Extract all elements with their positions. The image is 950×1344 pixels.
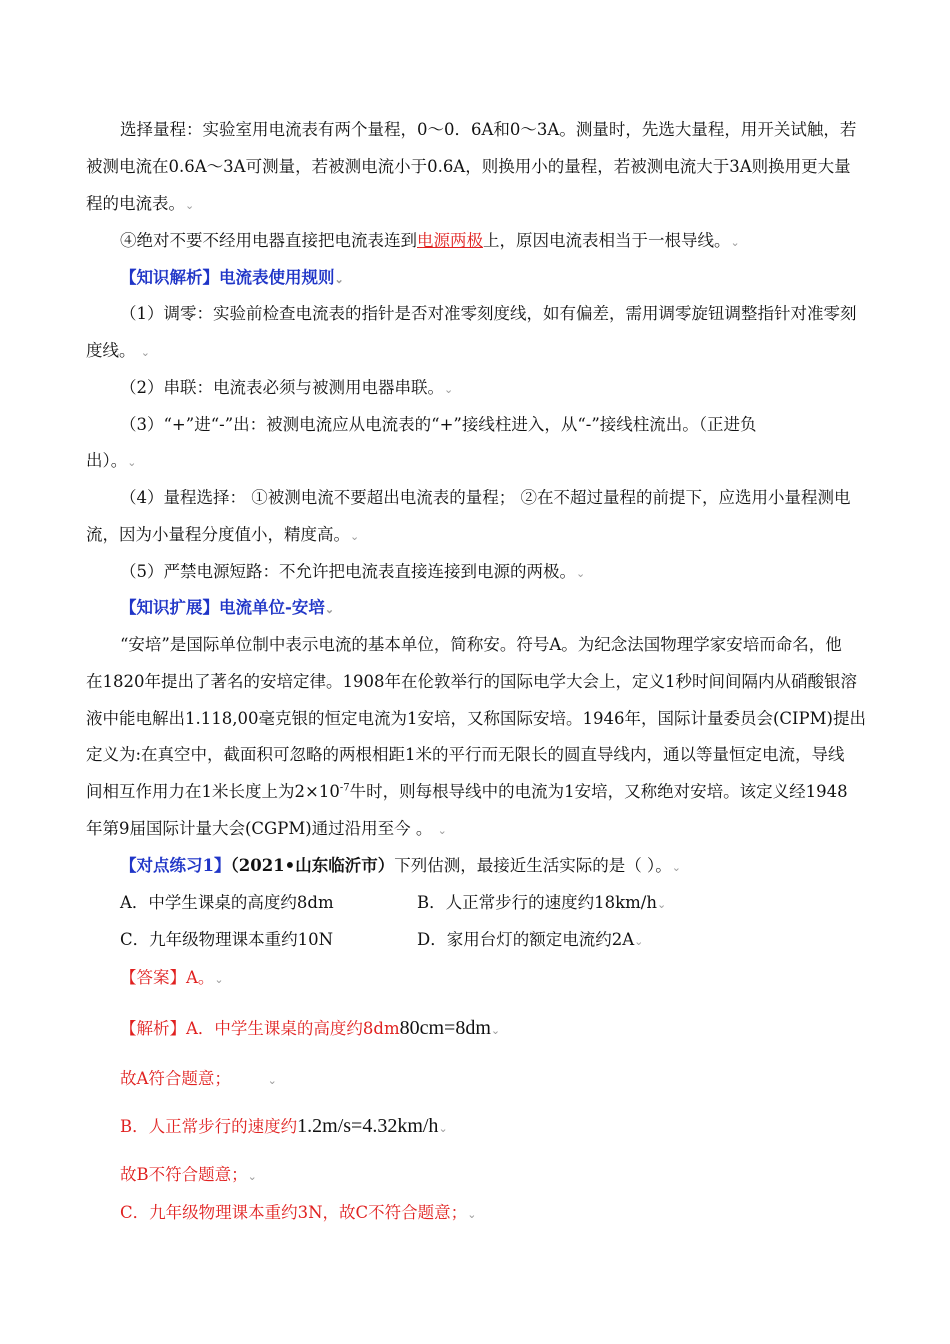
option-a: A．中学生课桌的高度约8dm (120, 893, 334, 912)
extension-line: 定义为:在真空中，截面积可忽略的两根相距1米的平行而无限长的圆直导线内，通以等量恒定电流，导线 (86, 745, 845, 764)
exercise-question: 【对点练习1】（2021•山东临沂市）下列估测，最接近生活实际的是（ ）。⌄ (120, 856, 681, 875)
answer: 【答案】A。⌄ (120, 968, 224, 987)
extension-line: 间相互作用力在1米长度上为$2\times 10^{-7}$牛时，则每根导线中的电流为1安培，又称绝对安培。该定义经1948 (86, 782, 848, 801)
rule-line: 度线。 ⌄ (86, 341, 150, 360)
rule-line: （2）串联：电流表必须与被测用电器串联。⌄ (120, 378, 454, 397)
rule-line: （1）调零：实验前检查电流表的指针是否对准零刻度线，如有偏差，需用调零旋钮调整指针对准零刻 (120, 304, 857, 323)
solution-line: 故B不符合题意；⌄ (120, 1165, 257, 1184)
link-power-poles[interactable]: 电源两极 (417, 231, 483, 250)
rule-line: （5）严禁电源短路：不允许把电流表直接连接到电源的两极。⌄ (120, 562, 586, 581)
paragraph-line: 选择量程：实验室用电流表有两个量程，0～0．6A和0～3A。测量时，先选大量程，用开关试触，若 (120, 120, 857, 139)
rule-line: （3）“+”进“-”出：被测电流应从电流表的“+”接线柱进入，从“-”接线柱流出。（正进负 (120, 415, 757, 434)
paragraph-line: ④绝对不要不经用电器直接把电流表连到电源两极上，原因电流表相当于一根导线。⌄ (120, 231, 740, 250)
paragraph-line: 被测电流在0.6A～3A可测量，若被测电流小于0.6A，则换用小的量程，若被测电流大于3A则换用更大量 (86, 157, 851, 176)
option-c: C．九年级物理课本重约10N (120, 930, 334, 949)
option-b: B．人正常步行的速度约18km/h⌄ (417, 893, 667, 912)
solution-line: 【解析】A．中学生课桌的高度约8dm80cm=8dm⌄ (120, 1017, 501, 1039)
section-heading: 【知识扩展】电流单位-安培⌄ (120, 598, 335, 617)
extension-line: 年第9届国际计量大会(CGPM)通过沿用至今 。 ⌄ (86, 819, 447, 838)
rule-line: 流，因为小量程分度值小，精度高。⌄ (86, 525, 360, 544)
paragraph-line: 程的电流表。⌄ (86, 194, 195, 213)
extension-line: “安培”是国际单位制中表示电流的基本单位，简称安。符号A。为纪念法国物理学家安培而命名，他 (120, 635, 842, 654)
solution-line: 故A符合题意； ⌄ (120, 1069, 277, 1088)
rule-line: 出）。⌄ (86, 451, 137, 470)
extension-line: 液中能电解出1.118,00毫克银的恒定电流为1安培，又称国际安培。1946年，国际计量委员会(CIPM)提出 (86, 709, 866, 728)
solution-line: C．九年级物理课本重约3N，故C不符合题意；⌄ (120, 1203, 477, 1222)
section-heading: 【知识解析】电流表使用规则⌄ (120, 268, 344, 287)
solution-line: B．人正常步行的速度约1.2m/s=4.32km/h⌄ (120, 1115, 448, 1137)
option-d: D．家用台灯的额定电流约2A⌄ (417, 930, 644, 949)
extension-line: 在1820年提出了著名的安培定律。1908年在伦敦举行的国际电学大会上，定义1秒时间间隔内从硝酸银溶 (86, 672, 857, 691)
rule-line: （4）量程选择： ①被测电流不要超出电流表的量程； ②在不超过量程的前提下，应选用小量程测电 (120, 488, 851, 507)
